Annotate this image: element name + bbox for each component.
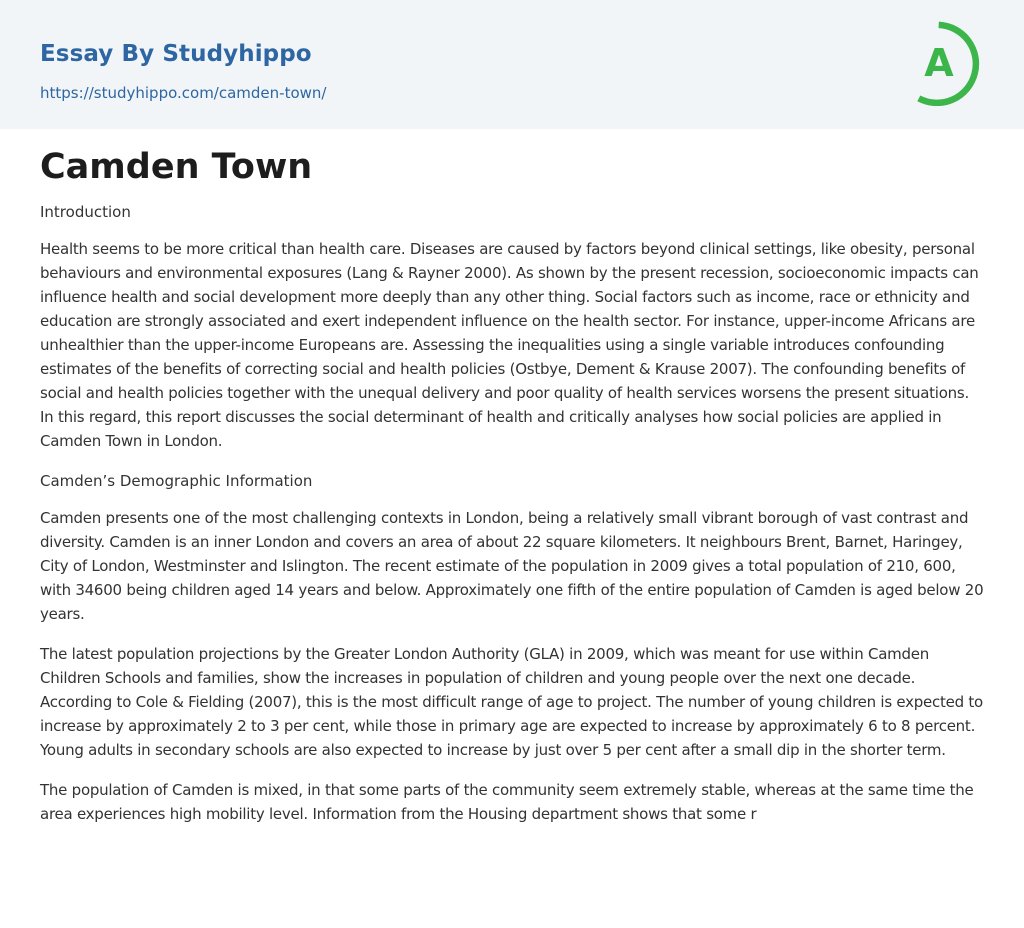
- page-title: Camden Town: [40, 147, 313, 187]
- page-bottom-mask: [0, 870, 1024, 928]
- logo-icon[interactable]: [912, 18, 988, 106]
- paragraph: Health seems to be more critical than health care. Diseases are caused by factors beyond clinical settings, like obesity, personal behaviours and environmental exposures (Lang & Rayner 2000). As shown by the present recession, socioeconomic impacts can influence health and social development more deeply than any other thing. Social factors such as income, race or ethnicity and education are strongly associated and exert independent influence on the health sector. For instance, upper-income Africans are unhealthier than the upper-income Europeans are. Assessing the inequalities using a single variable introduces confounding estimates of the benefits of correcting social and health policies (Ostbye, Dement & Krause 2007). The confounding benefits of social and health policies together with the unequal delivery and poor quality of health services worsens the present situations. In this regard, this report discusses the social determinant of health and critically analyses how social policies are applied in Camden Town in London.: [40, 240, 979, 450]
- section-heading-demographics: Camden’s Demographic Information: [40, 472, 313, 490]
- paragraph: The population of Camden is mixed, in that some parts of the community seem extremely stable, whereas at the same time the area experiences high mobility level. Information from the Housing department shows that some r: [40, 781, 974, 823]
- brand-title[interactable]: Essay By Studyhippo: [40, 41, 312, 67]
- site-header: [0, 0, 1024, 129]
- logo-letter: A: [924, 41, 954, 85]
- paragraph: Camden presents one of the most challenging contexts in London, being a relatively small vibrant borough of vast contrast and diversity. Camden is an inner London and covers an area of about 22 square kilometers. It neighbours Brent, Barnet, Haringey, City of London, Westminster and Islington. The recent estimate of the population in 2009 gives a total population of 210, 600, with 34600 being children aged 14 years and below. Approximately one fifth of the entire population of Camden is aged below 20 years.: [40, 509, 984, 623]
- paragraph: The latest population projections by the Greater London Authority (GLA) in 2009, which was meant for use within Camden Children Schools and families, show the increases in population of children and young people over the next one decade. According to Cole & Fielding (2007), this is the most difficult range of age to project. The number of young children is expected to increase by approximately 2 to 3 per cent, while those in primary age are expected to increase by approximately 6 to 8 percent. Young adults in secondary schools are also expected to increase by just over 5 per cent after a small dip in the shorter term.: [40, 645, 983, 759]
- source-link[interactable]: https://studyhippo.com/camden-town/: [40, 84, 327, 102]
- article: [40, 140, 984, 826]
- section-heading-introduction: Introduction: [40, 203, 131, 221]
